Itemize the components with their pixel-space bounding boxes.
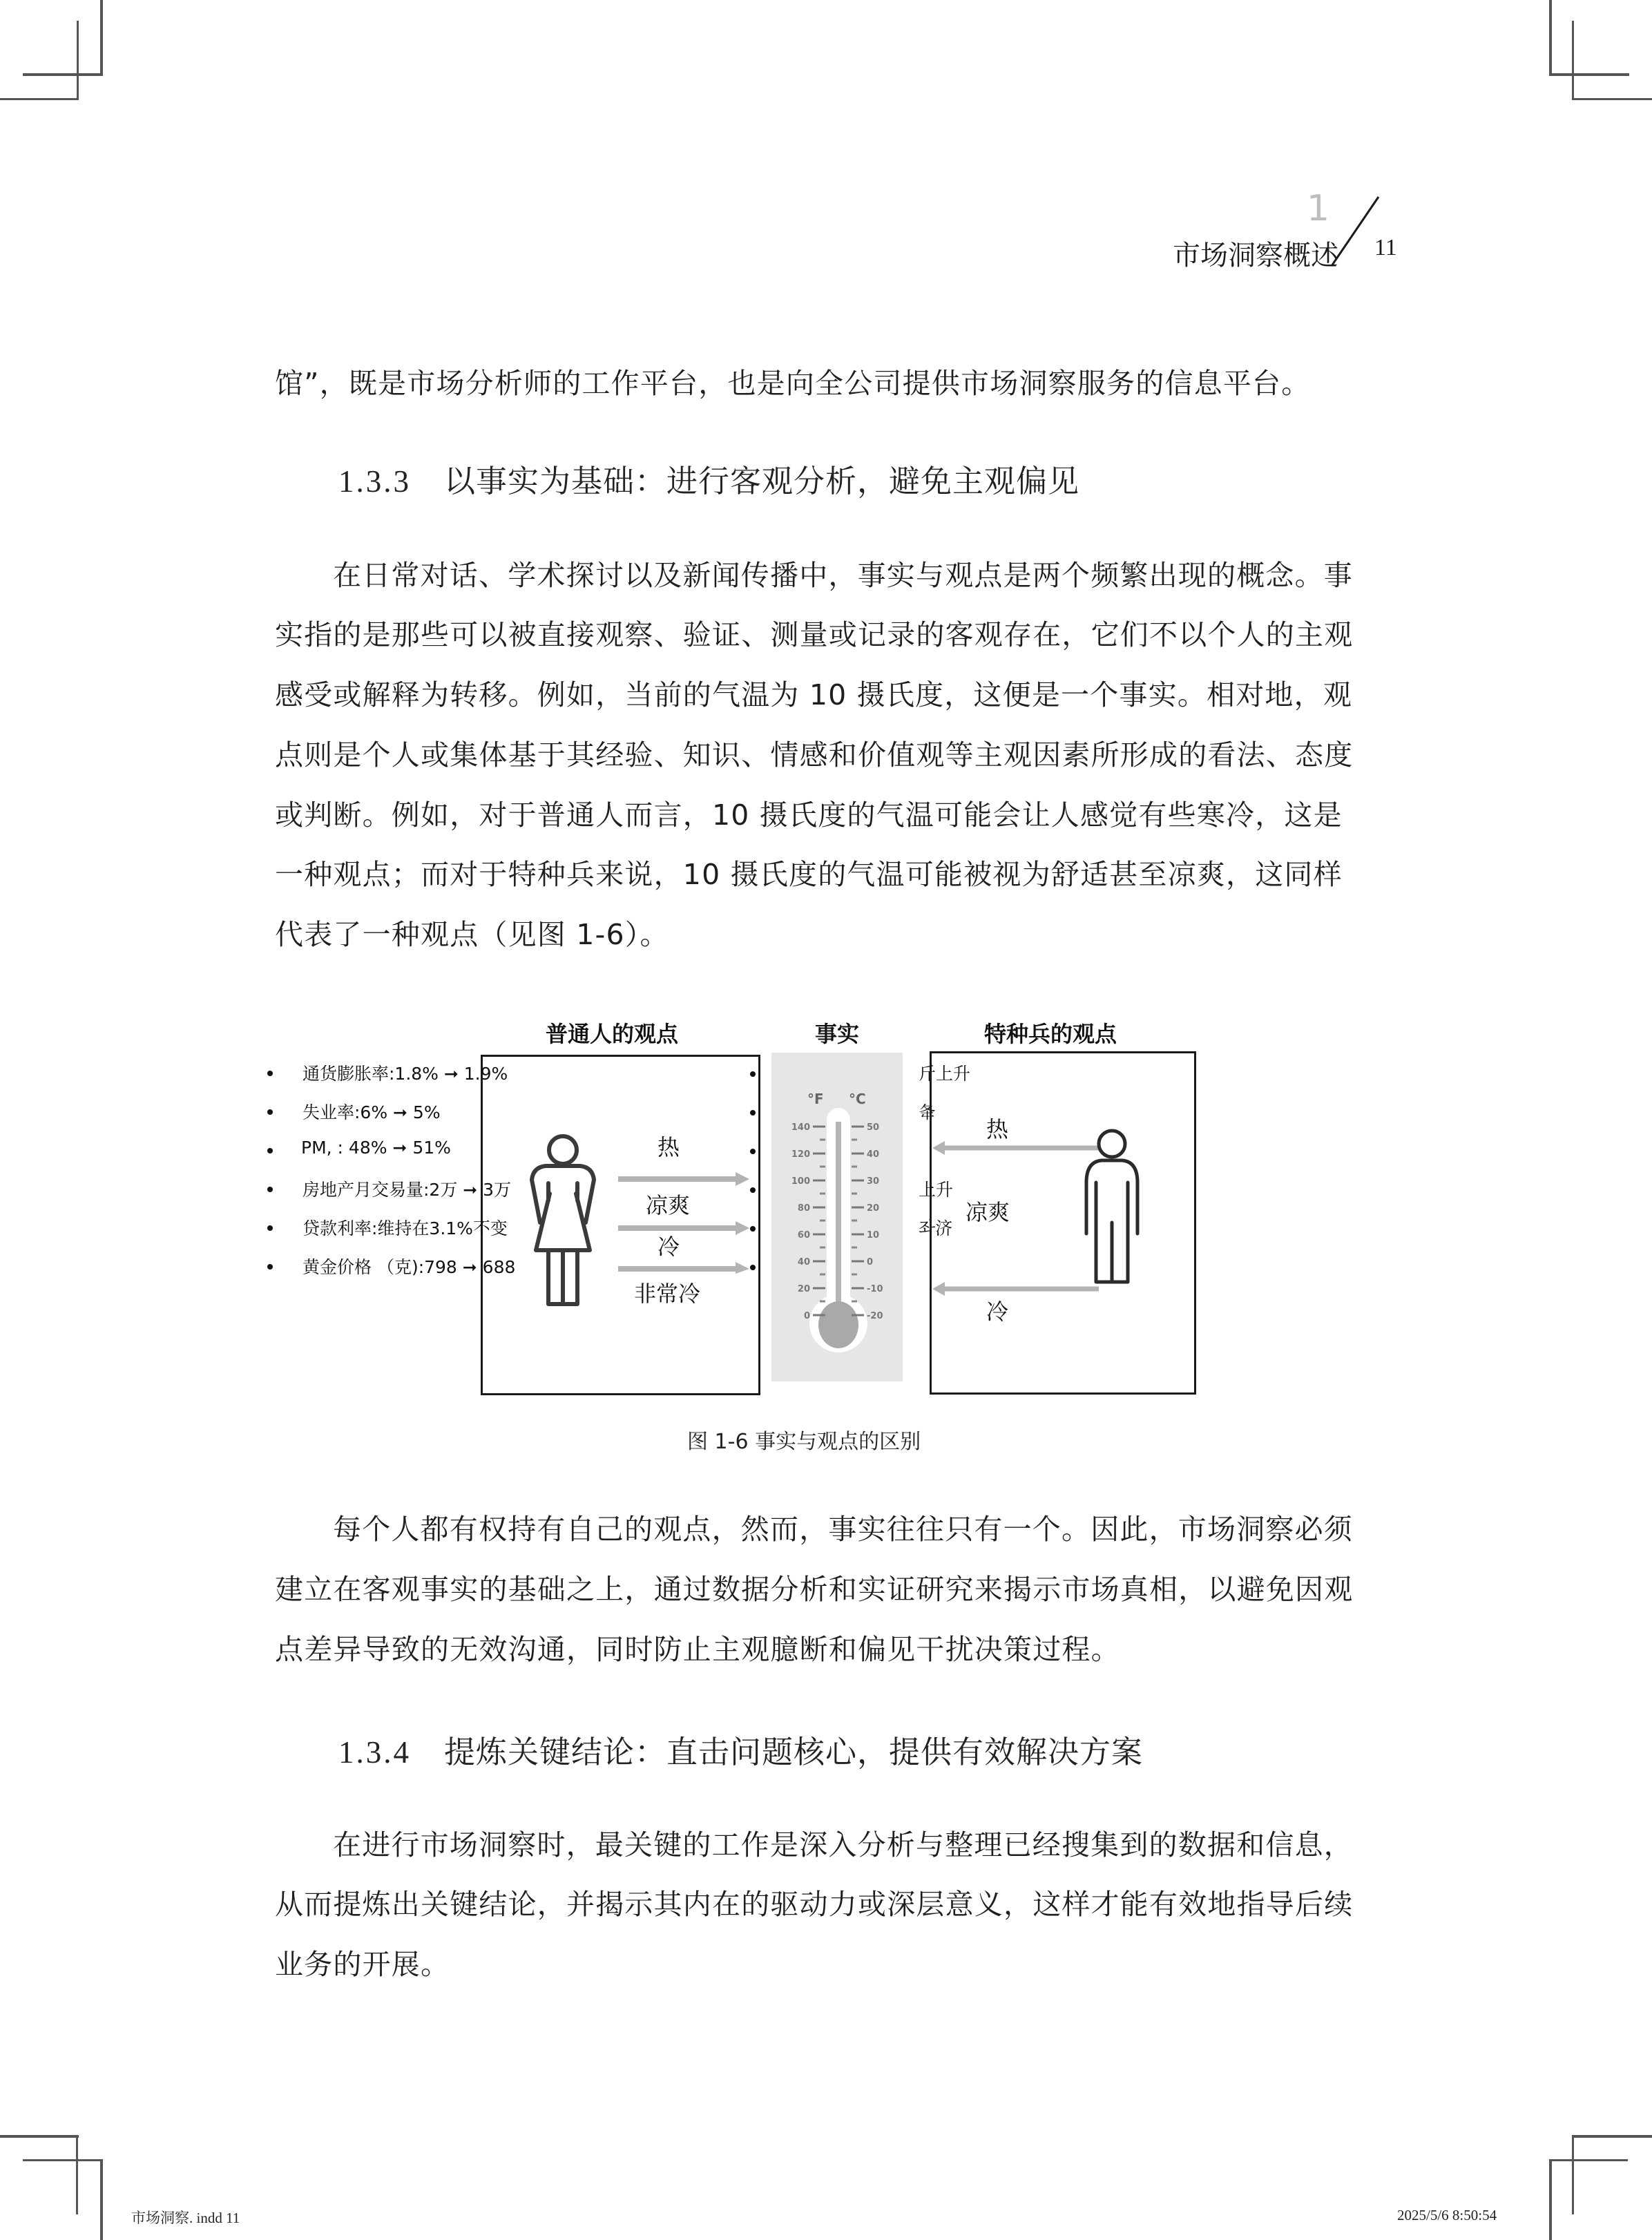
bullet-dot [750,1110,756,1116]
fahrenheit-label: °F [807,1091,824,1107]
c-tick-label: 10 [867,1230,880,1241]
ordinary-scale-cool: 凉爽 [646,1192,691,1218]
bullet-dot [750,1265,756,1270]
bullet-dot [267,1148,273,1153]
overlay-bullet: 房地产月交易量:2万 ➞ 3万 [302,1180,512,1200]
c-tick-label: -20 [867,1311,883,1321]
overlay-bullet: 通货膨胀率:1.8% ➞ 1.9% [302,1064,508,1084]
section-title: 以事实为基础：进行客观分析，避免主观偏见 [444,463,1080,499]
paragraph-line: 或判断。例如，对于普通人而言，10 摄氏度的气温可能会让人感觉有些寒冷，这是 [275,798,1343,832]
special-arrows [930,1140,1102,1299]
section-heading-1-3-4 [338,1727,1143,1772]
paragraph-line: 在日常对话、学术探讨以及新闻传播中，事实与观点是两个频繁出现的概念。事 [333,559,1353,592]
print-file-label: 市场洞察. indd 11 [131,2210,240,2226]
f-tick-label: 80 [797,1203,810,1214]
section-number: 1.3.4 [338,1735,411,1770]
overlay-bullet: 贷款利率:维持在3.1%不变 [302,1218,508,1238]
f-tick-label: 120 [791,1149,810,1160]
overlay-fragment: 좌济 [919,1218,953,1238]
bullet-dot [267,1071,273,1076]
section-number: 1.3.3 [338,464,411,499]
bullet-dot [267,1264,273,1270]
bullet-dot [750,1187,756,1193]
chapter-title: 市场洞察概述 [1173,240,1338,271]
c-tick-label: 40 [867,1149,880,1160]
paragraph-line: 在进行市场洞察时，最关键的工作是深入分析与整理已经搜集到的数据和信息， [333,1828,1353,1861]
special-scale-hot: 热 [986,1116,1009,1142]
paragraph-line: 一种观点；而对于特种兵来说，10 摄氏度的气温可能被视为舒适甚至凉爽，这同样 [275,858,1343,891]
paragraph-line: 点则是个人或集体基于其经验、知识、情感和价值观等主观因素所形成的看法、态度 [275,738,1354,772]
ordinary-scale-cold: 冷 [657,1234,680,1260]
title-ordinary-person-view: 普通人的观点 [546,1021,679,1047]
left-arrow-icon [932,1282,1099,1296]
c-tick-label: 0 [867,1257,874,1267]
special-scale-cool: 凉爽 [966,1199,1010,1225]
f-tick-label: 40 [797,1257,810,1267]
paragraph-line: 代表了一种观点（见图 1-6）。 [275,918,669,951]
f-tick-label: 140 [791,1122,810,1133]
bullet-dot [267,1109,273,1115]
right-arrow-icon [618,1172,749,1186]
bullet-dot [750,1226,756,1232]
overlay-fragment: 夅 [919,1102,937,1122]
special-scale-cold: 冷 [986,1299,1009,1325]
title-fact: 事实 [815,1021,860,1047]
bullet-dot [267,1187,273,1192]
celsius-label: °C [849,1091,866,1107]
paragraph-line: 点差异导致的无效沟通，同时防止主观臆断和偏见干扰决策过程。 [275,1633,1120,1666]
f-tick-label: 100 [791,1176,810,1187]
section-title: 提炼关键结论：直击问题核心，提供有效解决方案 [444,1734,1144,1770]
left-arrow-icon [932,1141,1099,1155]
bullet-dot [267,1225,273,1231]
f-tick-label: 20 [797,1284,810,1294]
c-tick-label: 20 [867,1203,880,1214]
chapter-number: 1 [1307,188,1330,229]
bullet-dot [750,1071,756,1077]
print-timestamp: 2025/5/6 8:50:54 [1397,2207,1497,2223]
right-arrow-icon [618,1221,749,1235]
overlay-bullet: 黄金价格 （克):798 ➞ 688 [302,1257,516,1277]
f-tick-label: 0 [803,1311,810,1321]
continuation-line: 馆”，既是市场分析师的工作平台，也是向全公司提供市场洞察服务的信息平台。 [275,367,1311,400]
ordinary-scale-very-cold: 非常冷 [634,1281,701,1307]
section-heading-1-3-3 [338,456,1079,501]
page-number: 11 [1374,235,1397,260]
ordinary-scale-hot: 热 [657,1134,680,1160]
c-tick-label: 50 [867,1122,880,1133]
header-slash-divider [1326,193,1381,269]
overlay-bullet: 失业率:6% ➞ 5% [302,1102,441,1122]
title-special-forces-view: 特种兵的观点 [984,1021,1117,1047]
paragraph-line: 实指的是那些可以被直接观察、验证、测量或记录的客观存在，它们不以个人的主观 [275,618,1354,651]
thermometer-icon [771,1053,903,1381]
paragraph-line: 每个人都有权持有自己的观点，然而，事实往往只有一个。因此，市场洞察必须 [333,1513,1353,1546]
c-tick-label: 30 [867,1176,880,1187]
c-tick-label: -10 [867,1284,883,1294]
bullet-dot [750,1149,756,1154]
man-icon [1081,1126,1143,1305]
overlay-fragment: 上升 [919,1180,954,1200]
right-arrow-icon [618,1262,749,1274]
figure-caption: 图 1-6 事实与观点的区别 [687,1430,921,1454]
f-tick-label: 60 [797,1230,810,1241]
ordinary-arrows [615,1171,753,1275]
woman-icon [525,1131,601,1311]
overlay-bullet: PM, : 48% ➞ 51% [301,1138,451,1158]
paragraph-line: 业务的开展。 [275,1948,450,1981]
paragraph-line: 感受或解释为转移。例如，当前的气温为 10 摄氏度，这便是一个事实。相对地，观 [275,678,1353,711]
paragraph-line: 建立在客观事实的基础之上，通过数据分析和实证研究来揭示市场真相，以避免因观 [275,1573,1354,1606]
paragraph-line: 从而提炼出关键结论，并揭示其内在的驱动力或深层意义，这样才能有效地指导后续 [275,1888,1354,1921]
overlay-fragment: 斤上升 [919,1064,971,1084]
